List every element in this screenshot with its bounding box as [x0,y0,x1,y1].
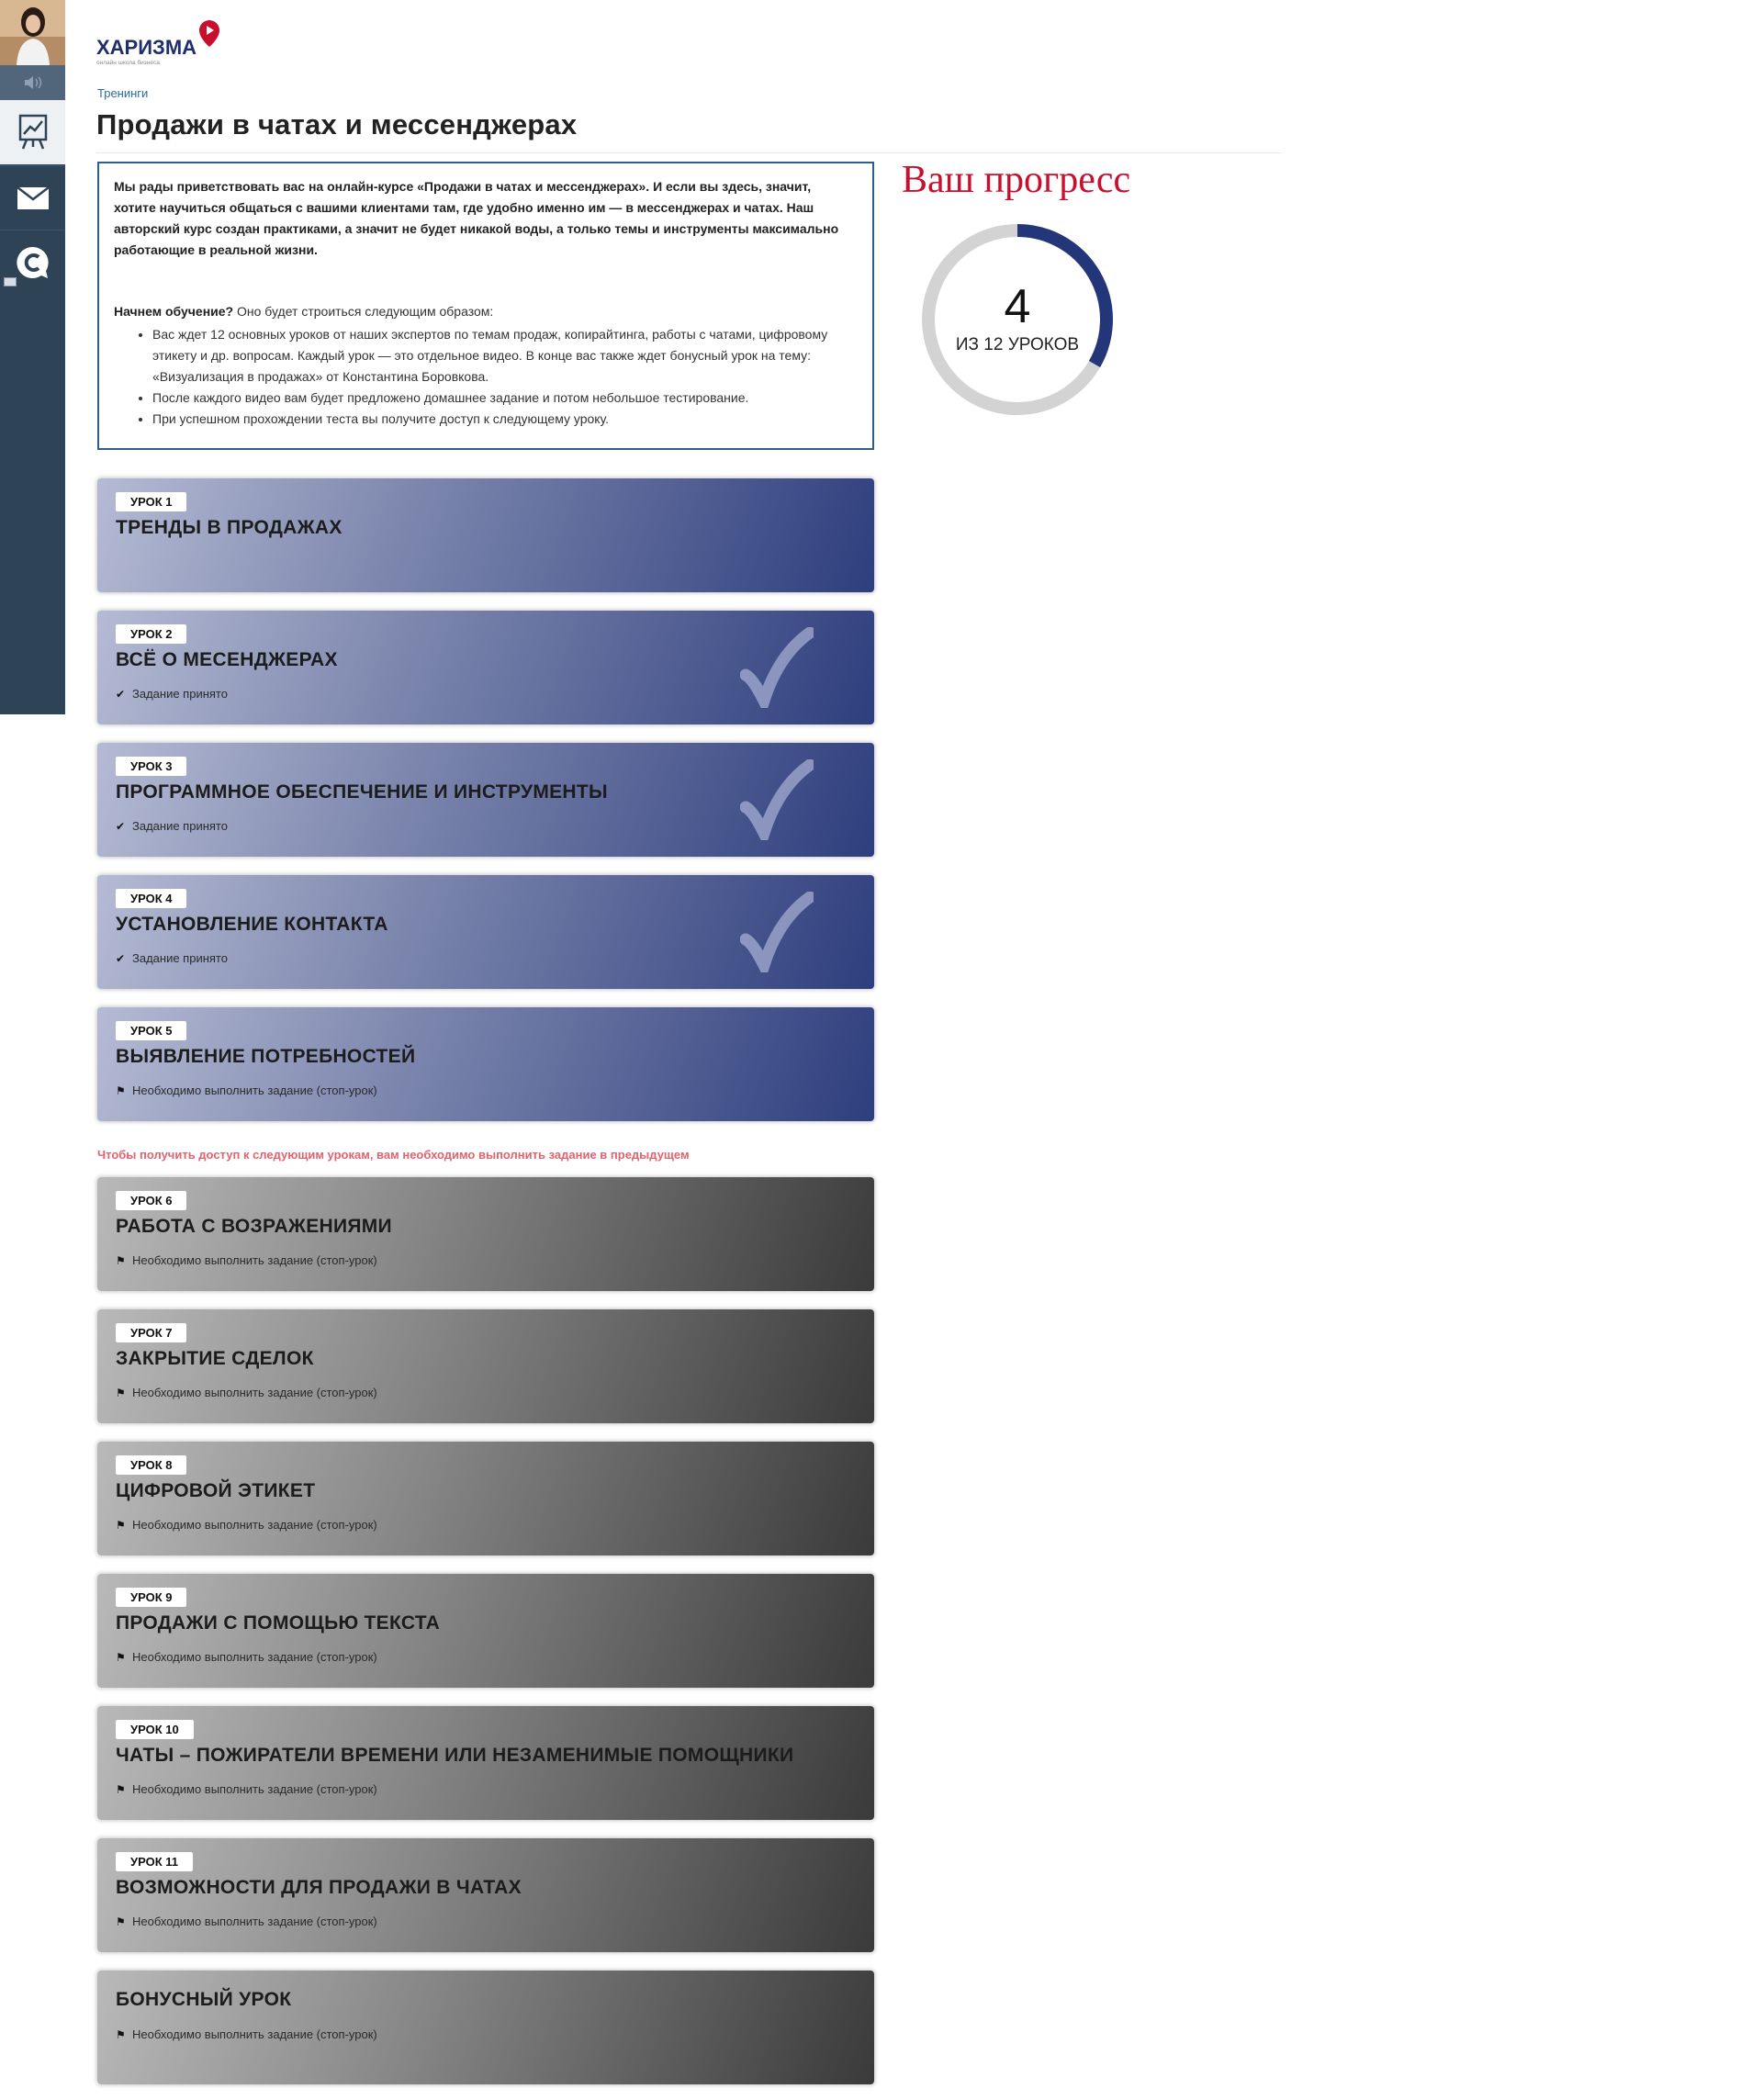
flag-icon: ⚑ [116,2027,126,2041]
lesson-card [97,1442,874,1555]
lesson-number-badge: УРОК 1 [116,492,186,511]
lesson-status-text: Задание принято [132,819,228,833]
lesson-card [97,1309,874,1423]
lesson-title: УСТАНОВЛЕНИЕ КОНТАКТА [116,914,388,935]
intro-bullet: • Вас ждет 12 основных уроков от наших экспертов по темам продаж, копирайтинга, работы с чатами, цифровому этикету и др. вопросам. Каждый урок — это отдельное видео. В конце вас также ждет бонусный урок на тему: «Визуализация в продажах» от Константина Боровкова. [152,324,856,387]
lesson-card[interactable] [97,875,874,989]
logo-text: ХАРИЗМА [96,36,197,59]
intro-lead: Мы рады приветствовать вас на онлайн-курсе «Продажи в чатах и мессенджерах». И если вы здесь, значит, хотите научиться общаться с вашими клиентами там, где удобно именно им — в мессенджерах и чатах. Наш авторский курс создан практиками, а значит не будет никакой воды, а только темы и инструменты максимально работающие в реальной жизни. [114,179,839,257]
intro-bullet: • После каждого видео вам будет предложено домашнее задание и потом небольшое тестирование. [152,387,856,409]
progress-count: 4 [1004,280,1031,333]
lesson-number-badge: УРОК 10 [116,1720,194,1739]
breadcrumb-trainings[interactable]: Тренинги [97,86,149,100]
chat-icon [15,244,51,281]
flag-icon: ⚑ [116,1915,126,1928]
lesson-card [97,1706,874,1820]
lesson-title: ПРОДАЖИ С ПОМОЩЬЮ ТЕКСТА [116,1612,441,1634]
lesson-card [97,1838,874,1952]
lesson-status-text: Задание принято [132,951,228,965]
lesson-status [116,2027,377,2041]
check-icon: ✔ [116,951,126,965]
lesson-title: ТРЕНДЫ В ПРОДАЖАХ [116,517,342,538]
lesson-status-text: Необходимо выполнить задание (стоп-урок) [132,1650,377,1664]
lesson-card[interactable] [97,743,874,857]
lesson-number-badge: УРОК 3 [116,757,186,776]
lesson-status-text: Необходимо выполнить задание (стоп-урок) [132,1386,377,1399]
completed-checkmark-icon [740,892,814,972]
locked-notice: Чтобы получить доступ к следующим урокам, вам необходимо выполнить задание в предыдущем [97,1148,690,1162]
divider [96,152,1281,153]
lesson-status [116,1915,377,1928]
lesson-number-badge: УРОК 5 [116,1021,186,1040]
lesson-card [97,1971,874,2084]
intro-start-rest: Оно будет строиться следующим образом: [233,304,494,319]
lesson-status [116,1518,377,1532]
lesson-number-badge: УРОК 2 [116,624,186,644]
flag-icon: ⚑ [116,1386,126,1399]
intro-start-bold: Начнем обучение? [114,304,234,319]
lesson-status [116,1253,377,1267]
lesson-title: РАБОТА С ВОЗРАЖЕНИЯМИ [116,1216,392,1237]
course-intro [97,162,874,450]
lesson-title: ЦИФРОВОЙ ЭТИКЕТ [116,1480,316,1501]
intro-bullet: • При успешном прохождении теста вы получите доступ к следующему уроку. [152,409,856,430]
completed-checkmark-icon [740,627,814,708]
check-icon: ✔ [116,687,126,701]
lesson-title: ЧАТЫ – ПОЖИРАТЕЛИ ВРЕМЕНИ ИЛИ НЕЗАМЕНИМЫЕ ПОМОЩНИКИ [116,1745,794,1766]
check-icon: ✔ [116,819,126,833]
sound-icon[interactable] [0,65,65,100]
lesson-title: ВОЗМОЖНОСТИ ДЛЯ ПРОДАЖИ В ЧАТАХ [116,1877,522,1898]
lesson-number-badge: УРОК 7 [116,1323,186,1342]
chart-board-icon [17,114,49,151]
messages-nav-button[interactable] [0,165,65,230]
lesson-status-text: Необходимо выполнить задание (стоп-урок) [132,1084,377,1097]
progress-label: ИЗ 12 УРОКОВ [955,335,1080,354]
lesson-status-text: Необходимо выполнить задание (стоп-урок) [132,1253,377,1267]
lesson-status [116,1782,377,1796]
lesson-card[interactable] [97,611,874,724]
avatar[interactable] [0,0,65,65]
logo[interactable] [96,18,234,66]
lesson-status-text: Необходимо выполнить задание (стоп-урок) [132,2027,377,2041]
progress-title: Ваш прогресс [902,159,1131,201]
lesson-number-badge: УРОК 6 [116,1191,186,1210]
lesson-card [97,1574,874,1688]
flag-icon: ⚑ [116,1084,126,1097]
lesson-number-badge: УРОК 9 [116,1588,186,1607]
logo-tagline: онлайн школа бизнеса [96,60,160,66]
intro-list [114,324,856,430]
flag-uk-icon[interactable] [4,277,17,286]
lesson-status-text: Задание принято [132,687,228,701]
mail-icon [17,186,50,210]
lesson-status-text: Необходимо выполнить задание (стоп-урок) [132,1915,377,1928]
lesson-status [116,819,228,833]
lesson-status [116,951,228,965]
page-title: Продажи в чатах и мессенджерах [96,108,578,140]
lesson-status-text: Необходимо выполнить задание (стоп-урок) [132,1518,377,1532]
lesson-status [116,1386,377,1399]
lesson-card [97,1177,874,1291]
lesson-status [116,687,228,701]
lesson-title: БОНУСНЫЙ УРОК [116,1989,292,2010]
trainings-nav-button[interactable] [0,100,65,164]
lesson-status-text: Необходимо выполнить задание (стоп-урок) [132,1782,377,1796]
lesson-status [116,1084,377,1097]
lesson-status [116,1650,377,1664]
flag-icon: ⚑ [116,1650,126,1664]
lesson-card[interactable] [97,1007,874,1121]
flag-icon: ⚑ [116,1518,126,1532]
lesson-title: ВЫЯВЛЕНИЕ ПОТРЕБНОСТЕЙ [116,1046,416,1067]
lesson-title: ПРОГРАММНОЕ ОБЕСПЕЧЕНИЕ И ИНСТРУМЕНТЫ [116,781,608,803]
lesson-number-badge: УРОК 11 [116,1852,193,1871]
lesson-card[interactable] [97,478,874,592]
intro-start [114,301,856,322]
flag-icon: ⚑ [116,1782,126,1796]
flag-icon: ⚑ [116,1253,126,1267]
lesson-title: ВСЁ О МЕСЕНДЖЕРАХ [116,649,338,670]
left-sidebar [0,0,65,714]
lesson-number-badge: УРОК 8 [116,1455,186,1475]
lesson-number-badge: УРОК 4 [116,889,186,908]
completed-checkmark-icon [740,759,814,840]
lesson-title: ЗАКРЫТИЕ СДЕЛОК [116,1348,314,1369]
